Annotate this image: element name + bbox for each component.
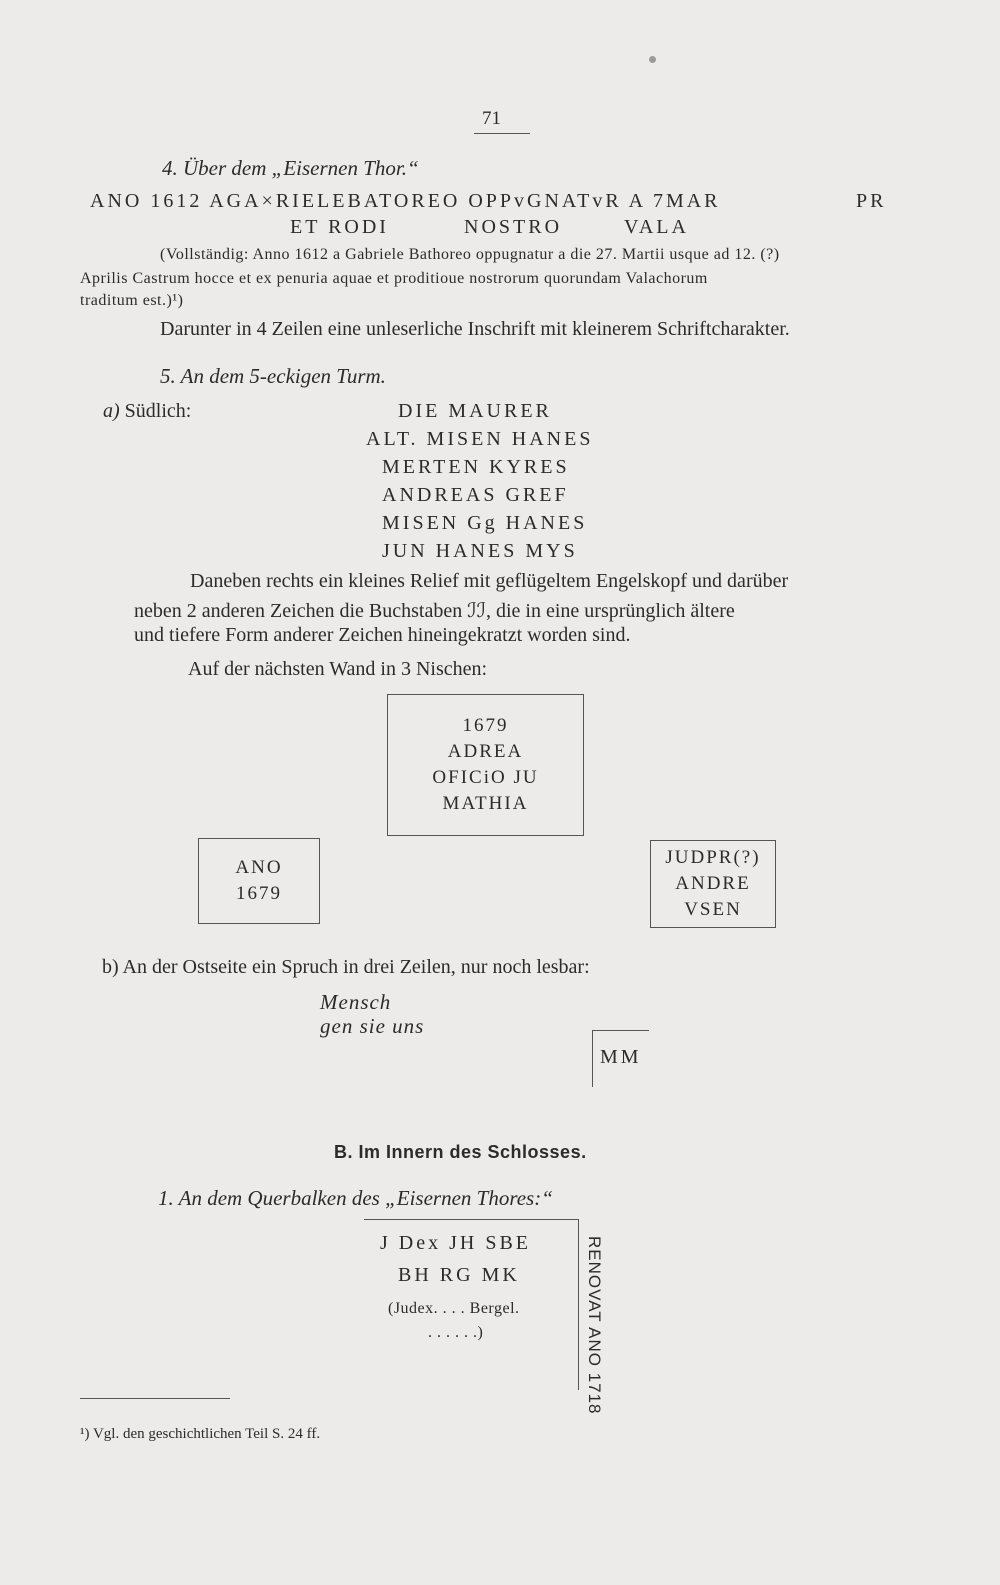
spruch-line-1: Mensch [320,990,392,1014]
section-b-item-1: 1. An dem Querbalken des „Eisernen Thores:“ [158,1186,553,1210]
niche-left-line-2: 1679 [236,883,282,904]
south-label: a) Südlich: [103,400,192,422]
south-line-1: DIE MAURER [398,400,552,422]
below-inscription-text: Darunter in 4 Zeilen eine unleserliche Inschrift mit kleinerem Schriftcharakter. [160,318,790,340]
beam-line-2: BH RG MK [398,1264,520,1286]
mm-text: MM [600,1046,642,1068]
relief-line-3: und tiefere Form anderer Zeichen hineingekratzt worden sind. [134,624,631,646]
beam-line-1: J Dex JH SBE [380,1232,532,1254]
niches-intro: Auf der nächsten Wand in 3 Nischen: [188,658,488,680]
niche-right-line-3: VSEN [684,899,742,920]
relief-line-1: Daneben rechts ein kleines Relief mit geflügeltem Engelskopf und darüber [190,570,789,592]
inscription-line-2-c: VALA [624,216,689,238]
inscription-line-1-right: PR [856,190,887,212]
south-line-4: ANDREAS GREF [382,484,569,506]
note-line-1: (Vollständig: Anno 1612 a Gabriele Bathoreo oppugnatur a die 27. Martii usque ad 12. (?) [160,246,780,263]
page-number-rule [474,133,530,134]
footnote-rule [80,1398,230,1399]
section-b-heading: B. Im Innern des Schlosses. [334,1142,587,1162]
inscription-line-2-a: ET RODI [290,216,389,238]
niche-right-line-1: JUDPR(?) [665,847,761,868]
south-line-6: JUN HANES MYS [382,540,578,562]
note-line-2: Aprilis Castrum hocce et ex penuria aquae et proditioue nostrorum quorundam Valachorum [80,270,708,287]
beam-line-3: (Judex. . . . Bergel. [388,1300,520,1317]
south-line-3: MERTEN KYRES [382,456,570,478]
beam-line-4: . . . . . .) [428,1324,484,1341]
note-line-3: traditum est.)¹) [80,292,184,309]
niche-right-line-2: ANDRE [675,873,751,894]
south-line-2: ALT. MISEN HANES [366,428,594,450]
ink-spot [649,56,656,63]
section-5-heading: 5. An dem 5-eckigen Turm. [160,364,386,388]
niche-center-line-2: ADREA [447,741,524,762]
renovat-vertical-text: RENOVAT ANO 1718 [585,1236,604,1415]
niche-left-line-1: ANO [235,857,283,878]
footnote: ¹) Vgl. den geschichtlichen Teil S. 24 ff. [80,1426,321,1442]
spruch-line-2: gen sie uns [320,1014,425,1038]
niche-center-line-3: OFICiO JU [432,767,539,788]
south-label-text: Südlich: [124,400,192,422]
niche-center-line-1: 1679 [462,715,509,736]
niche-center [387,694,584,836]
section-4-heading: 4. Über dem „Eisernen Thor.“ [162,156,419,180]
page-number: 71 [482,108,501,129]
east-side-text: b) An der Ostseite ein Spruch in drei Zeilen, nur noch lesbar: [102,956,590,978]
niche-left [198,838,320,924]
south-line-5: MISEN Gg HANES [382,512,588,534]
relief-line-2: neben 2 anderen Zeichen die Buchstaben ℐℐ, die in eine ursprünglich ältere [134,600,735,622]
inscription-line-1: ANO 1612 AGA×RIELEBATOREO OPPvGNATvR A 7MAR [90,190,721,212]
niche-right [650,840,776,928]
inscription-line-2-b: NOSTRO [464,216,563,238]
niche-center-line-4: MATHIA [442,793,529,814]
